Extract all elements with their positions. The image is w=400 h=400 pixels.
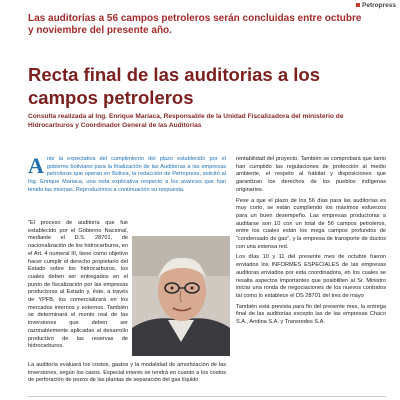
brand-square-icon (356, 3, 360, 7)
intro-block (28, 153, 226, 195)
article-subtitle: Consulta realizada al Ing. Enrique Mariaca, Responsable de la Unidad Fiscalizadora del ministerio de Hidrocarburos y Coordinador General de las Auditorías (28, 113, 344, 129)
right-paragraph-1: rentabilidad del proyecto. También se comprobará que tanto han cumplido las regulaciones de protección al medio ambiente, el respeto al hábitat y disposiciones que garantizan los derechos de los pueblos indígenas originarios. (236, 156, 386, 193)
left-column (28, 220, 128, 354)
footer-divider (28, 396, 386, 397)
article-title: Recta final de las auditorias a los campos petroleros (28, 64, 320, 108)
bottom-column (28, 362, 226, 388)
portrait-photo (132, 236, 230, 356)
publication-brand (356, 2, 396, 9)
left-paragraph: "El proceso de auditoría que fue establecido por el Gobierno Nacional, mediante el D.S. 28701, de nacionalización de los hidrocarburos, en el Art. 4 numeral III, tiene como objetivo hacer cumplir el derecho propietario del Estado sobre los hidrocarburos, los cuales deben ser entregados en el punto de fiscalización por las empresas productoras al Estado y, éste, a través de YPFB, los comercializará en los mercados internos y externos. También se determinará el monto real de las inversiones que deben ser razonablemente aplicadas al desarrollo productivo de las reservas de hidrocarburos. (28, 220, 128, 350)
right-column (236, 156, 386, 330)
article-lead: Las auditorías a 56 campos petroleros serán concluidas entre octubre y noviembre del presente año. (28, 13, 362, 36)
intro-text: nte la expectativa del cumplimiento del plazo establecido por el gobierno boliviano para la finalización de las Auditorías a las empresas petroleras que operan en Bolivia, la redacción de Petropress, solicitó al Ing. Enrique Mariaca, una nota explicativa respecto a los avances que han tenido las mismas. Reproducimos a continuación su respuesta. (28, 156, 226, 193)
right-paragraph-3: Los días 10 y 11 del presente mes de octubre fueron enviados los INFORMES ESPECIALES de las empresas auditoras enviados por esta coordinadora, en los cuales se resalta aspectos importantes que posibiliten al Sr. Ministro iniciar una ronda de negociaciones de los nuevos contratos tal como lo establece el DS 28701 del tres de mayo (236, 254, 386, 299)
right-paragraph-4: También está prevista para fin del presente mes, la entrega final de las auditorías excepto las de las empresas Chaco S.A., Andina S.A. y Transredes S.A. (236, 303, 386, 326)
bottom-paragraph: La auditoría evaluará los costos, gastos y la modalidad de amortización de las inversiones, según los casos. Especial interés se tendrá en cuanto a los costos de perforación de pozos de las plantas de separación del gas líquido (28, 362, 226, 384)
right-paragraph-2: Pese a que el plazo de los 56 días para las auditorías es muy corto, se están cumpliendo los máximos esfuerzos para un buen desempeño. Las empresas productoras a auditarse son 10 con un total de 56 campos petroleros, entre los cuales están los mega campos profundos de "condensado de gas", y la empresa de transporte de ductos con una extensa red. (236, 197, 386, 250)
top-bar (0, 0, 400, 10)
brand-label: Petropress (362, 2, 396, 9)
portrait-illustration (132, 236, 230, 356)
drop-cap: A (28, 153, 44, 178)
